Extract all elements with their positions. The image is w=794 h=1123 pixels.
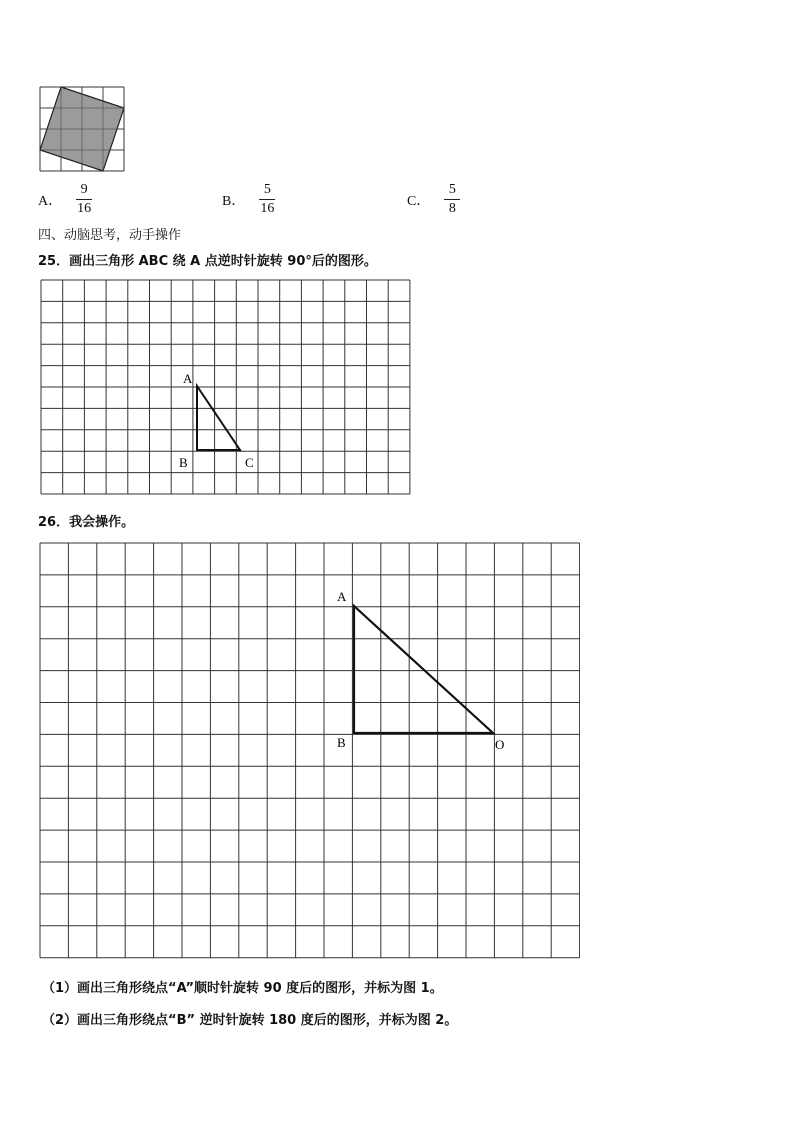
option-c-numerator: 5	[448, 182, 456, 197]
question-26-sub1: （1）画出三角形绕点“A”顺时针旋转 90 度后的图形，并标为图 1。	[42, 981, 443, 996]
option-c[interactable]	[407, 182, 460, 217]
option-a-numerator: 9	[80, 182, 88, 197]
option-b-fraction	[259, 182, 275, 217]
option-a-letter: A．	[38, 193, 63, 209]
fraction-bar	[76, 199, 92, 200]
question-26-text: 26．我会操作。	[38, 515, 135, 530]
q26-label-o: O	[495, 737, 505, 752]
option-c-fraction	[444, 182, 460, 217]
q25-label-b: B	[179, 455, 188, 470]
fraction-bar	[259, 199, 275, 200]
option-b-numerator: 5	[263, 182, 271, 197]
option-a[interactable]	[38, 182, 92, 217]
option-b[interactable]	[222, 182, 275, 217]
q26-grid-figure	[39, 542, 580, 960]
shaded-square-figure	[38, 85, 128, 173]
section-heading: 四、动脑思考，动手操作	[38, 228, 182, 243]
option-a-denominator: 16	[77, 201, 92, 216]
fraction-bar	[444, 199, 460, 200]
option-c-letter: C．	[407, 193, 431, 209]
question-26-sub2: （2）画出三角形绕点“B” 逆时针旋转 180 度后的图形，并标为图 2。	[42, 1013, 458, 1028]
q26-label-b: B	[337, 735, 346, 750]
option-c-denominator: 8	[448, 201, 456, 216]
option-b-letter: B．	[222, 193, 246, 209]
option-b-denominator: 16	[260, 201, 275, 216]
q25-label-c: C	[245, 455, 254, 470]
q26-label-a: A	[337, 589, 347, 604]
option-a-fraction	[76, 182, 92, 217]
q25-grid-figure	[40, 279, 420, 497]
q25-label-a: A	[183, 371, 193, 386]
question-25-text: 25．画出三角形 ABC 绕 A 点逆时针旋转 90°后的图形。	[38, 254, 377, 269]
